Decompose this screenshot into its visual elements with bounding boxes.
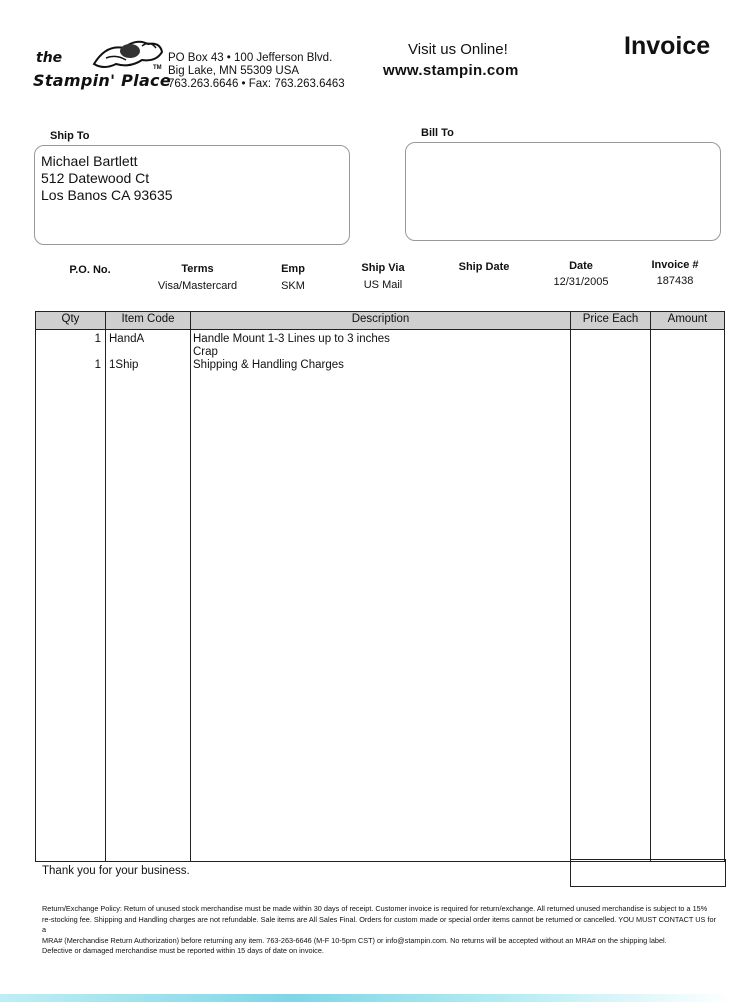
policy-line-2: re-stocking fee. Shipping and Handling charges are not refundable. Sale items are All Sales Final. Orders for custom made or special order items cannot be returned or cancelled. YOU MUST CONTACT US for a [42,914,716,934]
column-divider-desc [570,312,571,861]
ship-to-label: Ship To [50,130,90,142]
row-1-item-code: HandA [109,333,145,345]
column-divider-price [650,312,651,861]
invoice-title: Invoice [624,32,711,60]
column-header-item-code: Item Code [121,313,175,325]
row-1-qty: 1 [94,333,101,345]
date-label: Date [569,260,593,272]
scan-edge-strip [0,994,730,1002]
row-1-description-2: Crap [193,346,218,358]
line-items-table [35,311,725,862]
logo-trademark: TM [153,65,162,71]
column-header-description: Description [351,313,410,325]
row-2-item-code: 1Ship [109,359,139,371]
visit-online-text: Visit us Online! [408,41,508,58]
ship-to-street: 512 Datewood Ct [41,170,150,186]
column-header-amount: Amount [667,313,708,325]
address-line-1: PO Box 43 • 100 Jefferson Blvd. [168,52,333,64]
phone-fax-line: 763.263.6646 • Fax: 763.263.6463 [168,78,345,90]
total-box [570,859,726,887]
column-header-price-each: Price Each [582,313,639,325]
row-2-qty: 1 [94,359,101,371]
bill-to-box [405,142,721,241]
ship-to-name: Michael Bartlett [41,153,138,169]
row-2-description: Shipping & Handling Charges [193,359,344,371]
po-label: P.O. No. [69,264,111,276]
ship-via-value: US Mail [363,279,403,291]
terms-label: Terms [181,263,214,275]
invoice-number-value: 187438 [656,275,694,287]
ship-to-city: Los Banos CA 93635 [41,187,173,203]
terms-value: Visa/Mastercard [157,280,238,292]
emp-value: SKM [281,280,305,292]
row-1-description: Handle Mount 1-3 Lines up to 3 inches [193,333,390,345]
table-header-divider [36,329,724,330]
policy-line-3: MRA# (Merchandise Return Authorization) before returning any item. 763-263-6646 (M-F 10-5pm CST) or info@stampin.com. No returns will be accepted without an MRA# on the shipping label. [42,935,667,945]
column-divider-qty [105,312,106,861]
invoice-number-label: Invoice # [651,259,699,271]
column-divider-item [190,312,191,861]
policy-line-1: Return/Exchange Policy: Return of unused stock merchandise must be made within 30 days of receipt. Customer invoice is required for return/exchange. All returned unused merchandise is subject to a 15% [42,904,708,913]
policy-line-4: Defective or damaged merchandise must be reported within 15 days of date on invoice. [42,946,324,955]
logo-name-text: Stampin' Place [33,71,171,90]
emp-label: Emp [281,263,305,275]
thank-you-message: Thank you for your business. [42,865,190,877]
ship-date-label: Ship Date [458,261,510,273]
logo-the-text: the [36,50,63,66]
column-header-qty: Qty [61,313,80,325]
date-value: 12/31/2005 [553,276,609,288]
address-line-2: Big Lake, MN 55309 USA [168,65,300,77]
bill-to-label: Bill To [421,127,454,139]
website-text: www.stampin.com [383,62,519,79]
ship-via-label: Ship Via [361,262,405,274]
return-policy-text [42,904,720,957]
